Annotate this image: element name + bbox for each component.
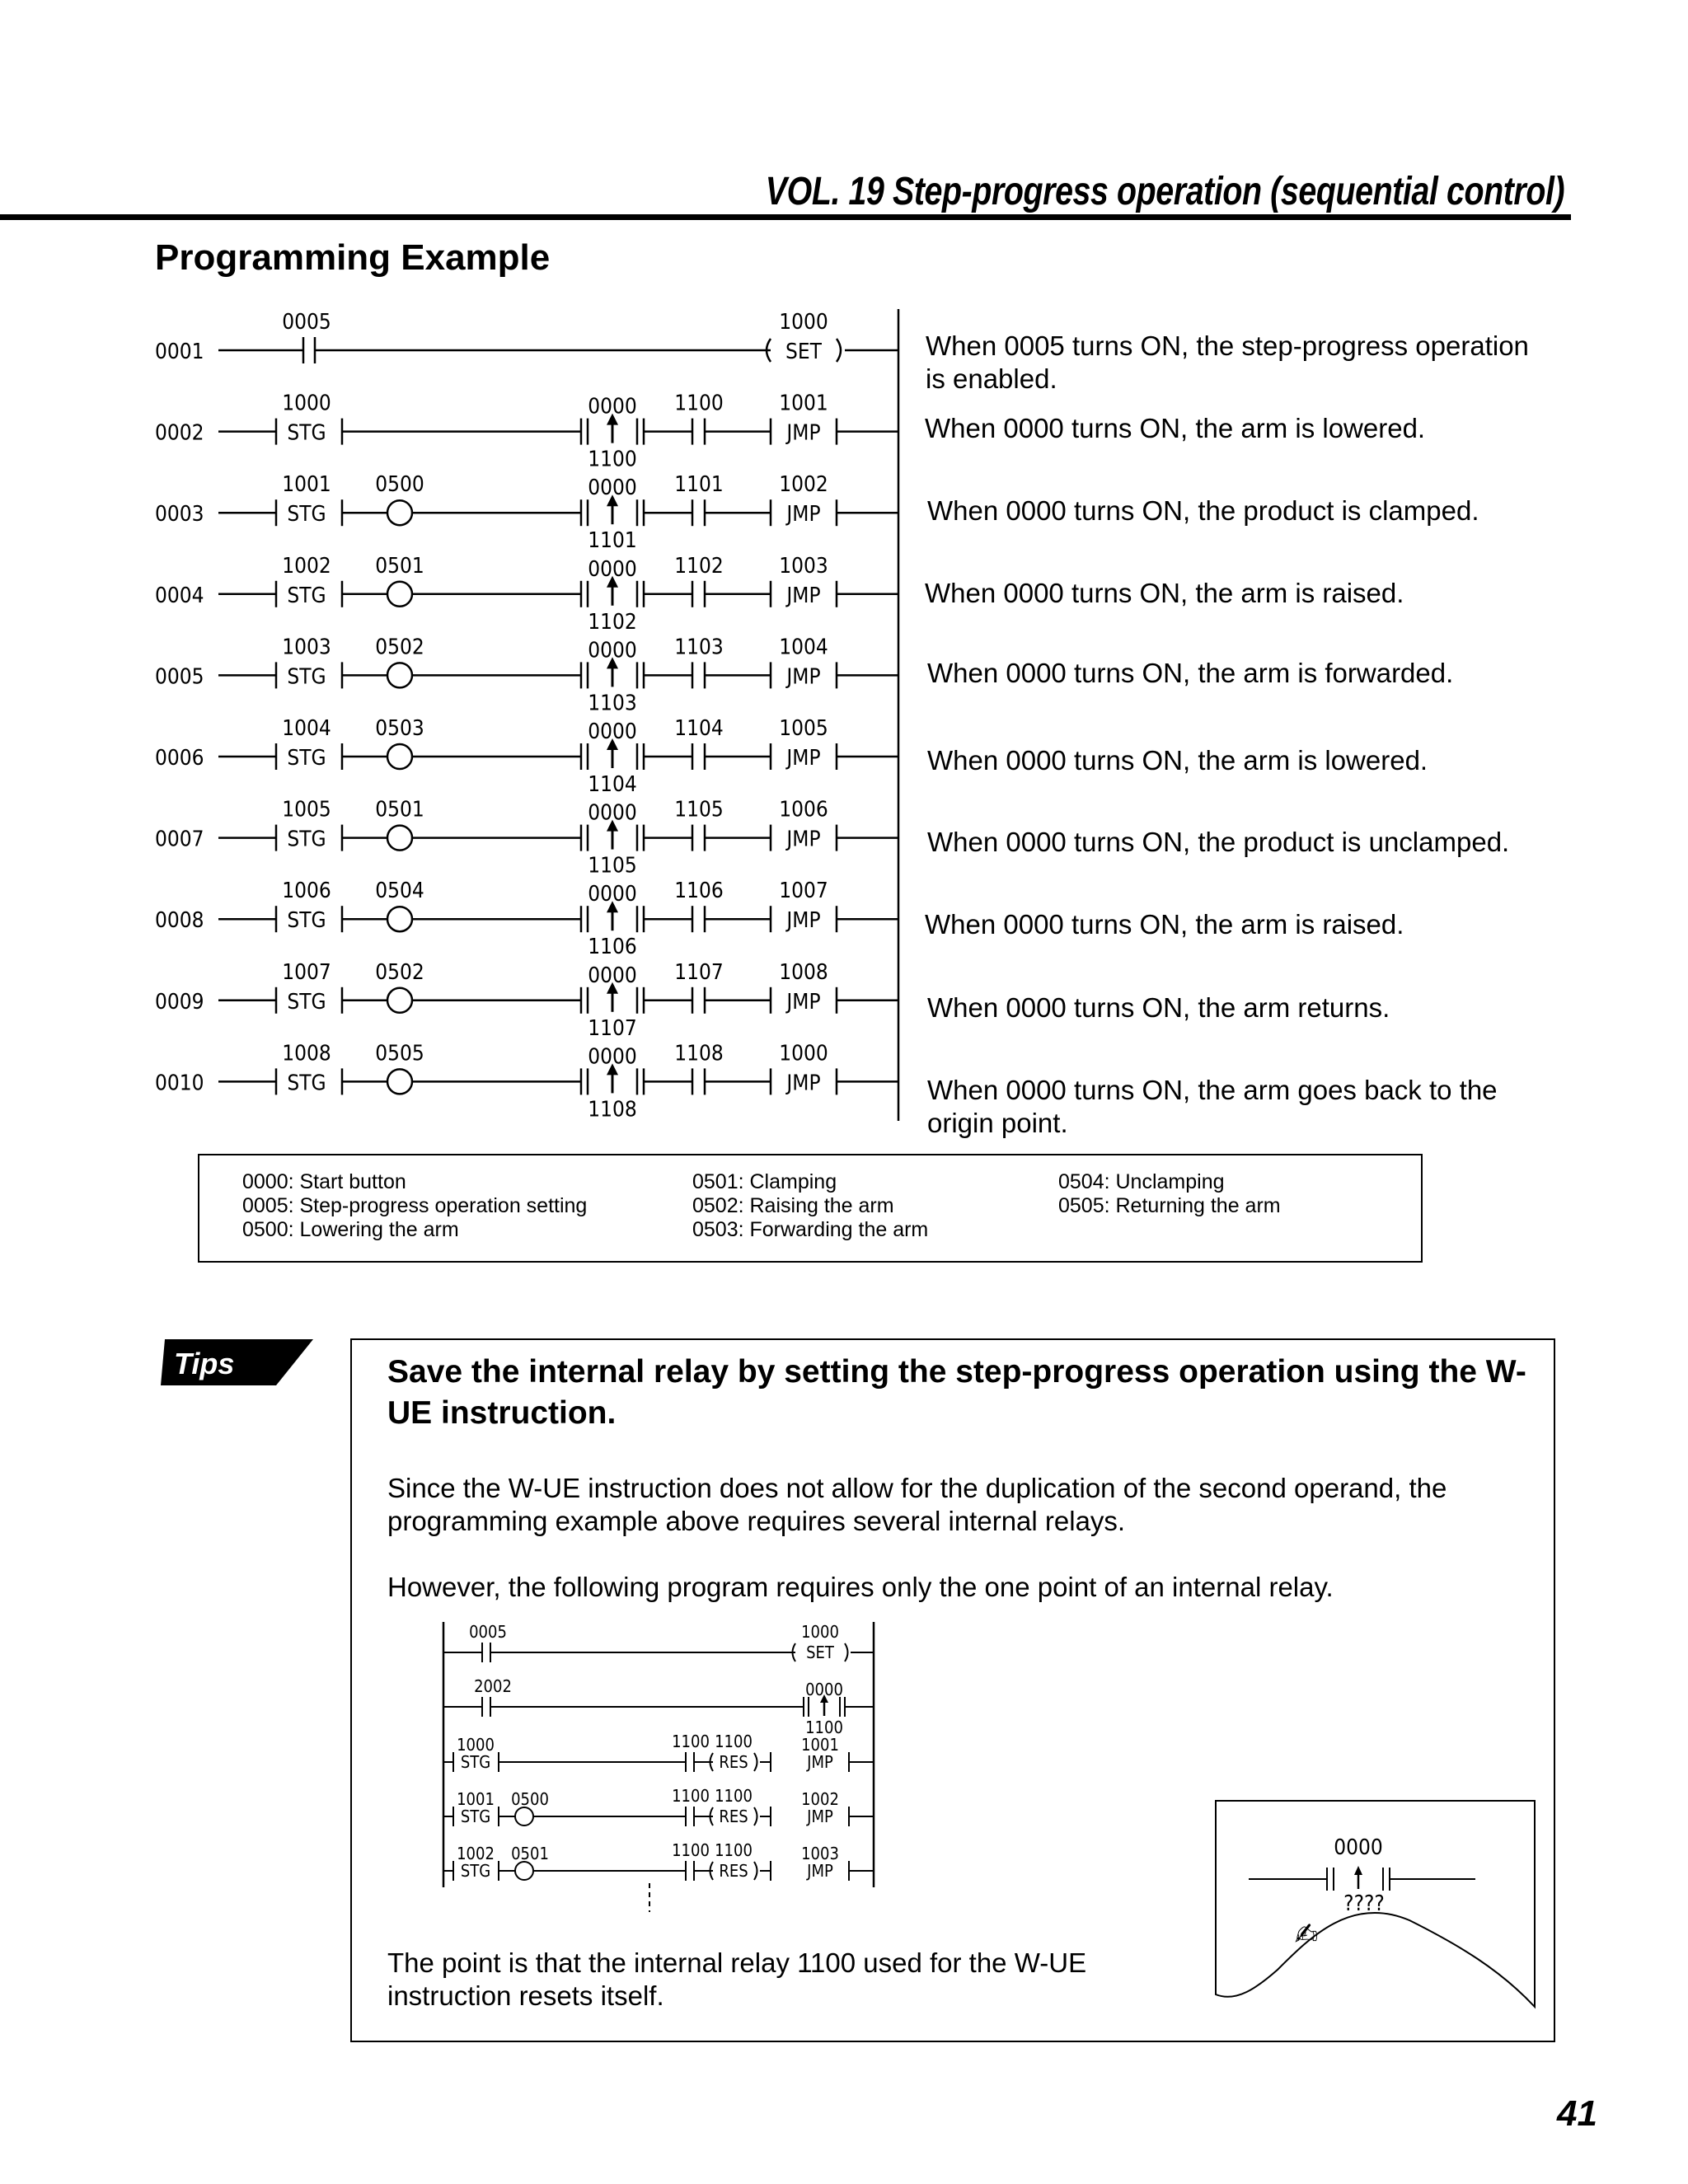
jmp-address: 1004: [779, 635, 828, 660]
output-address: 0501: [511, 1844, 549, 1863]
rung-number: 0002: [155, 420, 204, 446]
memo-card: [1212, 1797, 1541, 2027]
rung-description-line: When 0000 turns ON, the arm is lowered.: [927, 745, 1428, 776]
rung-description: [925, 908, 1404, 941]
rung-number: 0010: [155, 1071, 204, 1096]
contact-address: 0005: [469, 1622, 507, 1642]
contact-address: 2002: [474, 1676, 512, 1696]
stg-address: 1007: [282, 959, 331, 985]
coil-bracket: [837, 339, 841, 362]
rung-number: 0001: [155, 340, 204, 364]
stg-address: 1001: [282, 472, 331, 498]
tips-heading-line: Save the internal relay by setting the step-progress operation using the W-: [387, 1354, 1526, 1390]
tips-paragraph-3: [387, 1947, 1086, 2013]
contact-address: 1100: [672, 1786, 710, 1806]
pulse-sub-address: 1106: [588, 935, 637, 960]
output-circle: [387, 500, 412, 525]
tips-paragraph-2: However, the following program requires only the one point of an internal relay.: [387, 1572, 1334, 1602]
rung-description-line: When 0000 turns ON, the product is clamped.: [927, 495, 1479, 526]
jmp-address: 1007: [779, 879, 828, 904]
res-label: RES: [719, 1807, 748, 1826]
coil-address: 1000: [779, 310, 828, 335]
stg-address: 1005: [282, 797, 331, 823]
rung-description-line: When 0000 turns ON, the arm returns.: [927, 992, 1390, 1023]
output-circle: [387, 1069, 412, 1094]
stg-label: STG: [287, 583, 326, 608]
coil-label: SET: [806, 1643, 834, 1662]
tips-line: Since the W-UE instruction does not allow for the duplication of the second operand, the: [387, 1473, 1447, 1503]
memo-address: 0000: [1334, 1835, 1383, 1860]
stg-label: STG: [287, 908, 326, 934]
jmp-label: JMP: [786, 908, 821, 934]
contact-address: 1100: [674, 391, 724, 416]
output-circle: [387, 744, 412, 769]
rung-number: 0007: [155, 827, 204, 852]
stg-address: 1003: [282, 635, 331, 660]
pulse-address: 0000: [588, 476, 637, 501]
output-address: 0501: [375, 553, 424, 579]
pulse-address: 0000: [588, 638, 637, 663]
contact-address: 1104: [674, 716, 724, 741]
jmp-label: JMP: [807, 1861, 833, 1881]
legend-item: 0505: Returning the arm: [1058, 1194, 1281, 1217]
rung-description: [925, 412, 1425, 445]
output-circle: [387, 582, 412, 607]
stg-label: STG: [287, 746, 326, 771]
jmp-address: 1002: [801, 1789, 839, 1809]
jmp-label: JMP: [807, 1752, 833, 1772]
contact-address: 0005: [282, 310, 331, 335]
jmp-address: 1001: [779, 391, 828, 416]
rung-description: [927, 1074, 1498, 1140]
contact-address: 1108: [674, 1041, 724, 1066]
ladder-diagram: [0, 297, 923, 1137]
res-label: RES: [719, 1752, 748, 1772]
tips-badge-label: Tips: [174, 1347, 235, 1380]
stg-label: STG: [287, 827, 326, 852]
stg-address: 1008: [282, 1041, 331, 1066]
contact-address: 1102: [674, 553, 724, 579]
pulse-address: 0000: [805, 1680, 843, 1699]
legend-item: 0504: Unclamping: [1058, 1170, 1225, 1193]
contact-address: 1106: [674, 879, 724, 904]
jmp-label: JMP: [786, 827, 821, 852]
pulse-sub-address: 1107: [588, 1015, 637, 1041]
jmp-label: JMP: [786, 420, 821, 446]
jmp-label: JMP: [786, 502, 821, 527]
memo-question: ????: [1343, 1891, 1385, 1916]
output-address: 0502: [375, 635, 424, 660]
rung-description-line: origin point.: [927, 1108, 1068, 1138]
stg-address: 1004: [282, 716, 331, 741]
pulse-address: 0000: [588, 882, 637, 907]
stg-label: STG: [460, 1861, 491, 1881]
jmp-label: JMP: [786, 746, 821, 771]
rung-description-line: When 0005 turns ON, the step-progress operation: [926, 330, 1529, 361]
legend-item: 0503: Forwarding the arm: [692, 1218, 929, 1241]
coil-bracket: [754, 1807, 757, 1825]
rung-description-line: When 0000 turns ON, the arm is forwarded.: [927, 658, 1454, 688]
pulse-address: 0000: [588, 556, 637, 582]
jmp-label: JMP: [786, 1071, 821, 1096]
coil-bracket: [754, 1862, 757, 1880]
res-address: 1100: [715, 1840, 753, 1860]
contact-address: 1100: [672, 1840, 710, 1860]
pulse-sub-address: 1100: [588, 447, 637, 472]
contact-address: 1105: [674, 797, 724, 823]
stg-label: STG: [287, 420, 326, 446]
stg-label: STG: [287, 502, 326, 527]
coil-bracket: [845, 1643, 848, 1661]
pulse-address: 0000: [588, 1044, 637, 1070]
pulse-sub-address: 1100: [805, 1718, 843, 1737]
jmp-address: 1008: [779, 959, 828, 985]
rung-number: 0004: [155, 583, 204, 608]
legend-item: 0000: Start button: [242, 1170, 406, 1193]
mini-ladder-diagram: [429, 1615, 890, 1929]
legend-item: 0502: Raising the arm: [692, 1194, 894, 1217]
output-circle: [515, 1807, 533, 1825]
rung-number: 0005: [155, 664, 204, 690]
output-address: 0501: [375, 797, 424, 823]
tips-paragraph-1: [387, 1472, 1447, 1538]
contact-address: 1103: [674, 635, 724, 660]
pulse-sub-address: 1102: [588, 609, 637, 635]
output-circle: [387, 907, 412, 931]
res-address: 1100: [715, 1786, 753, 1806]
rung-description: [927, 657, 1453, 690]
page-number: 41: [1557, 2093, 1597, 2134]
rung-description-line: When 0000 turns ON, the arm is raised.: [925, 909, 1404, 940]
output-address: 0500: [375, 472, 424, 498]
res-address: 1100: [715, 1732, 753, 1751]
rung-number: 0008: [155, 908, 204, 934]
tips-line: instruction resets itself.: [387, 1980, 664, 2011]
rung-description: [926, 330, 1529, 396]
jmp-address: 1005: [779, 716, 828, 741]
stg-address: 1001: [457, 1789, 495, 1809]
legend-box: [198, 1154, 1423, 1263]
output-circle: [387, 826, 412, 851]
jmp-label: JMP: [807, 1807, 833, 1826]
stg-label: STG: [460, 1807, 491, 1826]
pulse-sub-address: 1101: [588, 528, 637, 554]
rung-description-line: When 0000 turns ON, the arm is raised.: [925, 578, 1404, 608]
stg-label: STG: [287, 664, 326, 690]
jmp-label: JMP: [786, 664, 821, 690]
jmp-address: 1000: [779, 1041, 828, 1066]
rung-number: 0009: [155, 989, 204, 1015]
pulse-sub-address: 1108: [588, 1097, 637, 1122]
stg-label: STG: [287, 989, 326, 1015]
tips-line: programming example above requires several internal relays.: [387, 1506, 1126, 1536]
rung-description-line: When 0000 turns ON, the arm is lowered.: [925, 413, 1426, 443]
rung-description: [925, 577, 1404, 610]
pulse-sub-address: 1105: [588, 853, 637, 879]
coil-bracket: [754, 1753, 757, 1771]
tips-line: The point is that the internal relay 1100 used for the W-UE: [387, 1947, 1087, 1978]
jmp-address: 1003: [801, 1844, 839, 1863]
rung-description: [927, 991, 1390, 1024]
rung-description-line: is enabled.: [926, 363, 1057, 394]
tips-heading: [387, 1352, 1558, 1434]
pulse-address: 0000: [588, 719, 637, 744]
pulse-address: 0000: [588, 800, 637, 826]
rung-description-line: When 0000 turns ON, the product is unclamped.: [927, 827, 1510, 857]
output-address: 0505: [375, 1041, 424, 1066]
contact-address: 1107: [674, 959, 724, 985]
output-address: 0502: [375, 959, 424, 985]
stg-address: 1002: [282, 553, 331, 579]
output-address: 0500: [511, 1789, 549, 1809]
jmp-address: 1001: [801, 1735, 839, 1755]
stg-address: 1006: [282, 879, 331, 904]
stg-address: 1000: [282, 391, 331, 416]
jmp-address: 1002: [779, 472, 828, 498]
output-circle: [387, 663, 412, 687]
output-address: 0503: [375, 716, 424, 741]
stg-label: STG: [287, 1071, 326, 1096]
output-circle: [387, 988, 412, 1013]
stg-label: STG: [460, 1752, 491, 1772]
contact-address: 1101: [674, 472, 724, 498]
res-label: RES: [719, 1861, 748, 1881]
coil-label: SET: [785, 340, 822, 364]
rung-description: [927, 744, 1428, 777]
rung-description: [927, 494, 1479, 527]
stg-address: 1000: [457, 1735, 495, 1755]
pulse-address: 0000: [588, 394, 637, 419]
header-rule: [0, 214, 1571, 220]
pointing-hand-icon: ✍: [1294, 1916, 1319, 1952]
jmp-label: JMP: [786, 989, 821, 1015]
rung-description-line: When 0000 turns ON, the arm goes back to the: [927, 1075, 1498, 1105]
legend-item: 0005: Step-progress operation setting: [242, 1194, 588, 1217]
header-title: VOL. 19 Step-progress operation (sequential control): [765, 170, 1564, 213]
pulse-sub-address: 1103: [588, 691, 637, 716]
tips-badge: [161, 1339, 317, 1389]
coil-address: 1000: [801, 1622, 839, 1642]
pulse-sub-address: 1104: [588, 772, 637, 797]
pulse-address: 0000: [588, 963, 637, 988]
contact-address: 1100: [672, 1732, 710, 1751]
output-address: 0504: [375, 879, 424, 904]
tips-heading-line: UE instruction.: [387, 1395, 617, 1431]
section-title: Programming Example: [155, 237, 551, 278]
rung-number: 0006: [155, 746, 204, 771]
jmp-label: JMP: [786, 583, 821, 608]
legend-item: 0500: Lowering the arm: [242, 1218, 459, 1241]
jmp-address: 1006: [779, 797, 828, 823]
rung-description: [927, 826, 1509, 859]
rung-number: 0003: [155, 502, 204, 527]
stg-address: 1002: [457, 1844, 495, 1863]
legend-item: 0501: Clamping: [692, 1170, 837, 1193]
output-circle: [515, 1862, 533, 1880]
jmp-address: 1003: [779, 553, 828, 579]
